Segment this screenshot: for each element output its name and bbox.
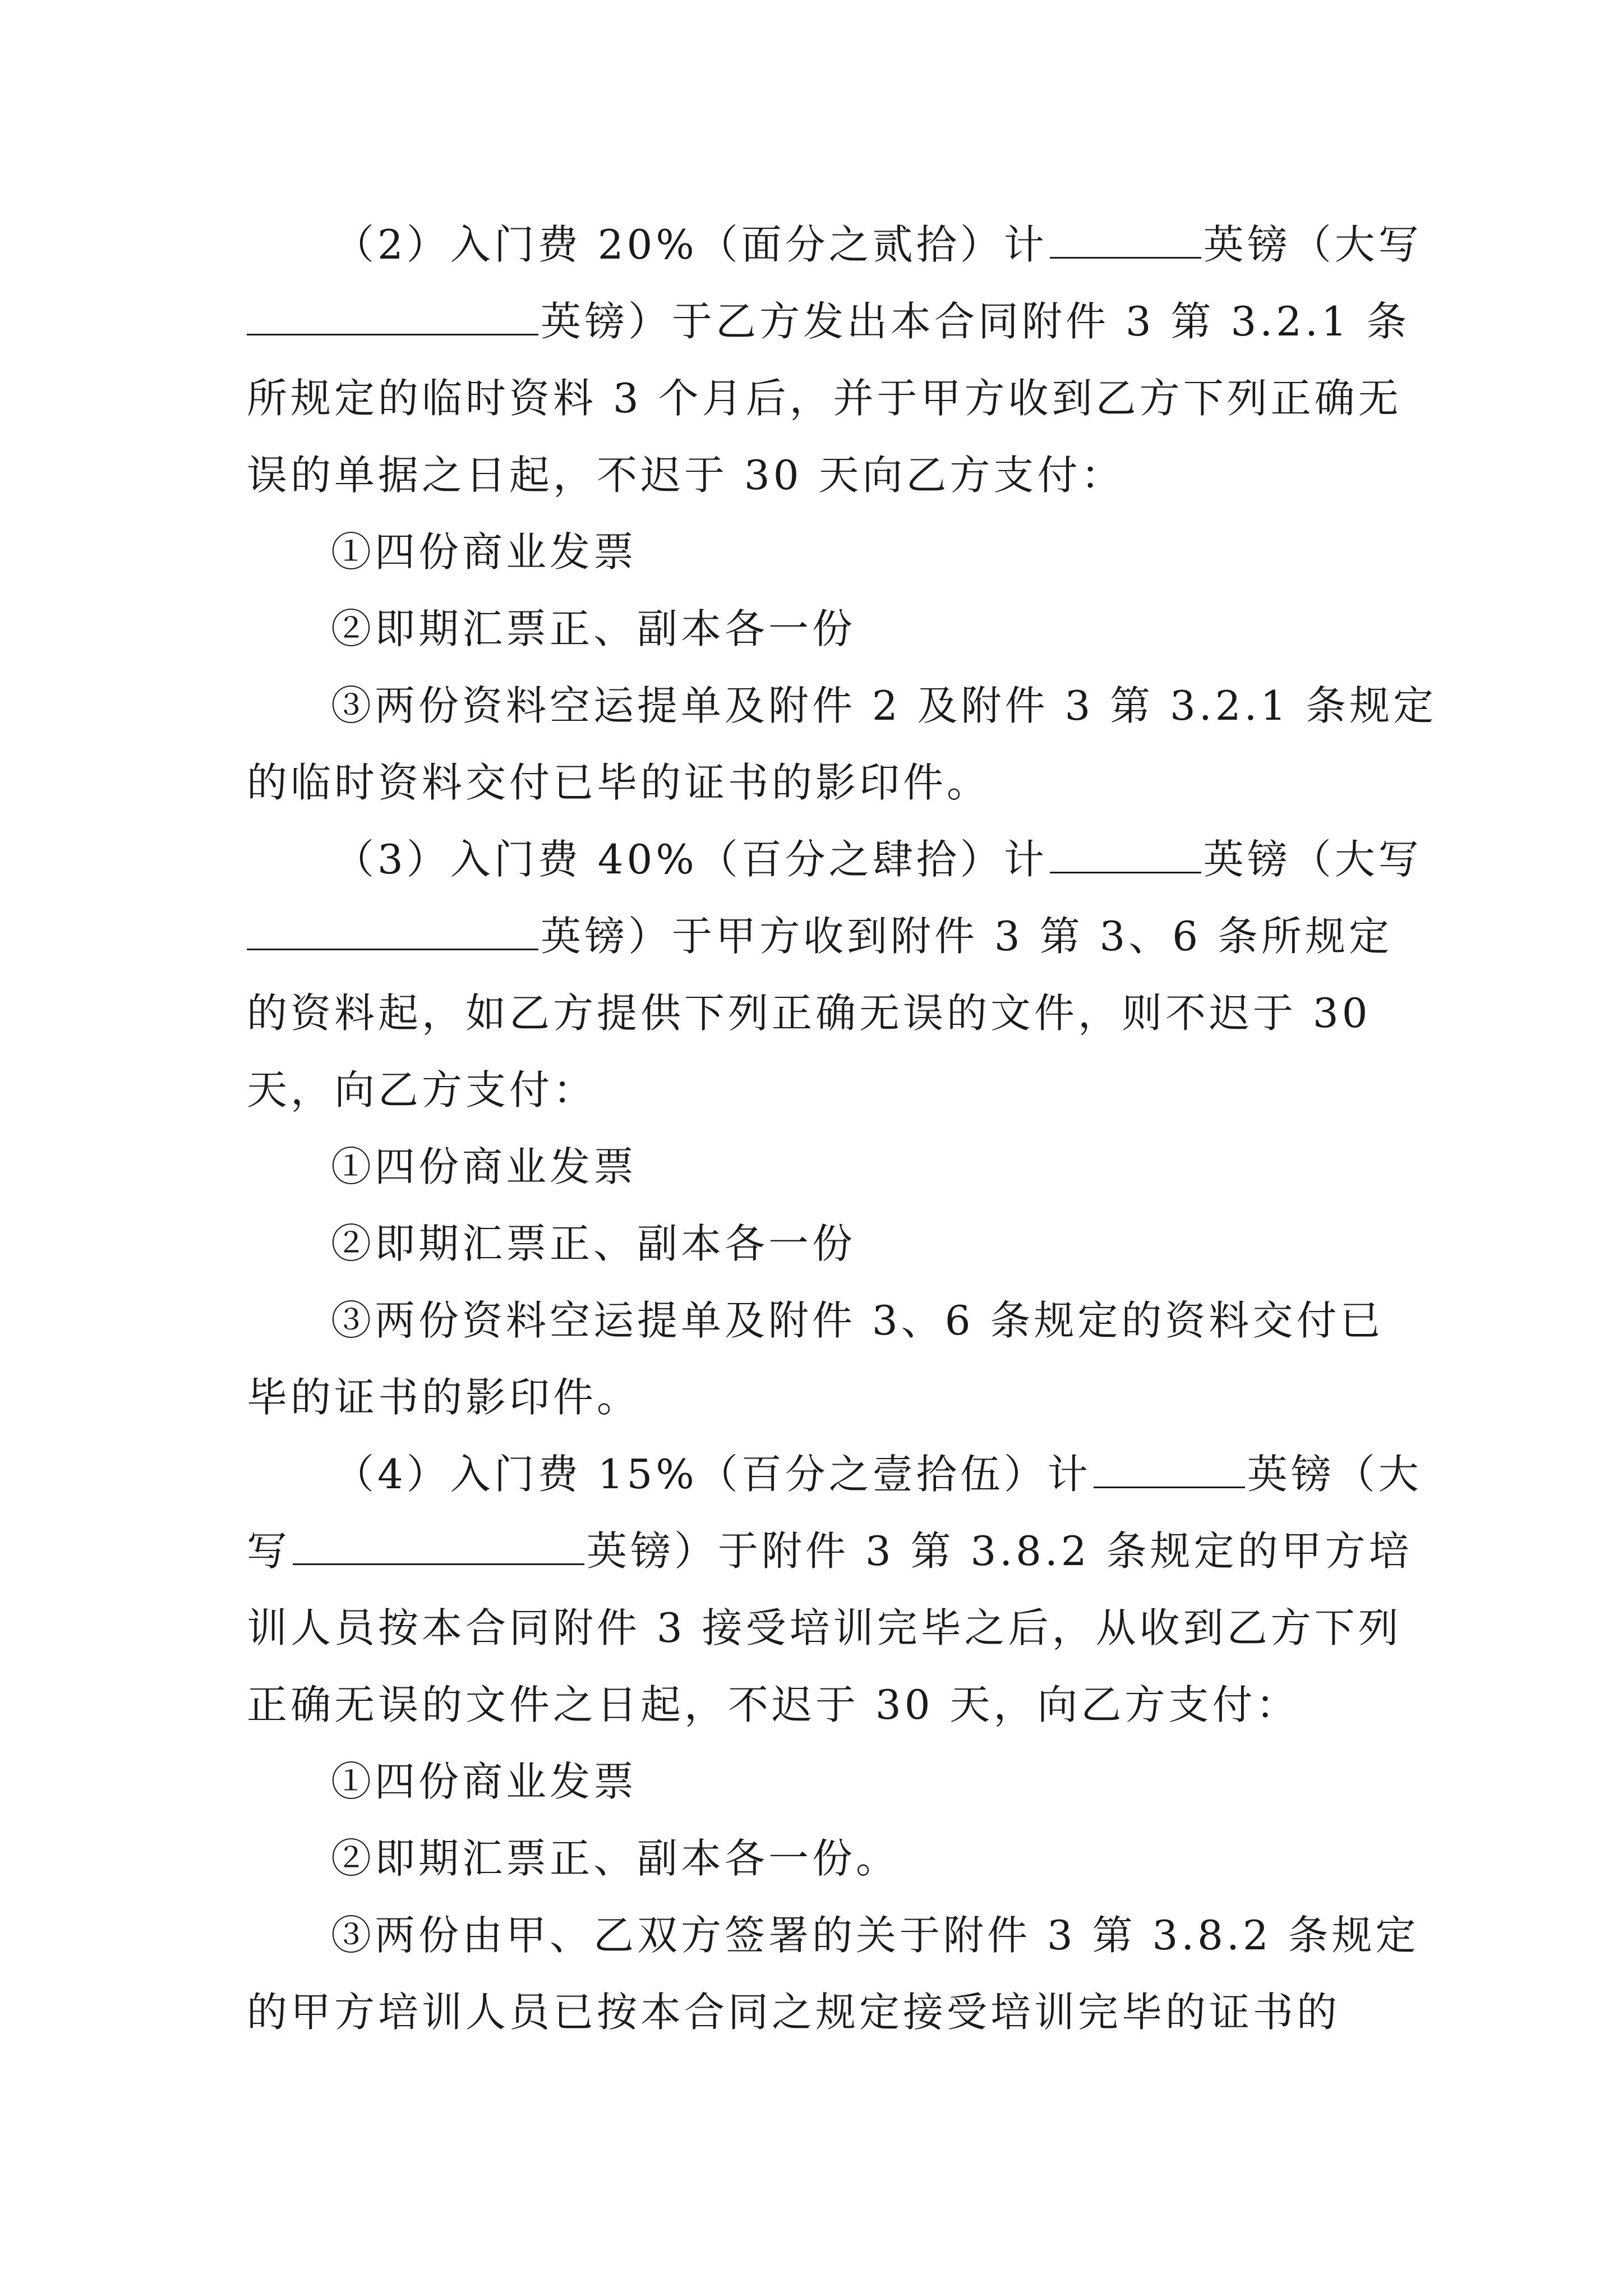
p4-text: 正确无误的文件之日起，不迟于 30 天，向乙方支付： [247, 1681, 1300, 1728]
p3-line-1 [247, 821, 1422, 898]
list-item: ③两份由甲、乙双方签署的关于附件 3 第 3.8.2 条规定 [331, 1912, 1419, 1959]
p3-text: 英镑（大写 [1203, 836, 1422, 883]
p3-item-3-cont [247, 1359, 1386, 1436]
p4-text: 写 [247, 1527, 291, 1575]
p4-text: 英镑）于附件 3 第 3.8.2 条规定的甲方培 [587, 1527, 1413, 1575]
p3-line-3 [247, 975, 1386, 1052]
list-item: ③两份资料空运提单及附件 2 及附件 3 第 3.2.1 条规定 [331, 682, 1437, 729]
list-item: ①四份商业发票 [331, 1758, 638, 1805]
p2-line-4 [247, 437, 1386, 514]
p2-line-3 [247, 360, 1402, 437]
p2-item-2 [247, 591, 1386, 668]
list-item: ②即期汇票正、副本各一份 [331, 1220, 856, 1267]
p2-line-1 [247, 206, 1422, 283]
list-item: 毕的证书的影印件。 [247, 1374, 641, 1421]
p2-text: 误的单据之日起，不迟于 30 天向乙方支付： [247, 452, 1125, 499]
p4-line-1 [247, 1436, 1422, 1513]
list-item: ①四份商业发票 [331, 528, 638, 576]
p3-text: 的资料起，如乙方提供下列正确无误的文件，则不迟于 30 [247, 990, 1371, 1037]
p4-text: 英镑（大 [1247, 1451, 1422, 1498]
p4-text: （4）入门费 15%（百分之壹拾伍）计 [334, 1451, 1091, 1498]
p3-line-4 [247, 1052, 1386, 1129]
p2-text: 英镑（大写 [1203, 221, 1422, 268]
p2-item-1 [247, 514, 1386, 591]
p3-line-2 [247, 898, 1393, 975]
p4-item-1 [247, 1743, 1386, 1820]
p3-item-2 [247, 1205, 1386, 1282]
p4-line-4 [247, 1667, 1386, 1743]
amount-blank [1050, 223, 1201, 259]
p2-item-3-cont [247, 744, 1386, 821]
amount-blank [1094, 1453, 1245, 1488]
p4-item-3-cont [247, 1974, 1386, 2051]
p4-item-2 [247, 1820, 1386, 1897]
p2-text: （2）入门费 20%（面分之贰拾）计 [334, 221, 1048, 268]
p3-text: （3）入门费 40%（百分之肆拾）计 [334, 836, 1048, 883]
list-item: ②即期汇票正、副本各一份。 [331, 1835, 900, 1882]
list-item: 的甲方培训人员已按本合同之规定接受培训完毕的证书的 [247, 1989, 1341, 2036]
amount-words-blank [247, 915, 538, 950]
p3-text: 天，向乙方支付： [247, 1066, 597, 1114]
amount-words-blank [293, 1530, 584, 1565]
p4-text: 训人员按本合同附件 3 接受培训完毕之后，从收到乙方下列 [247, 1604, 1402, 1651]
p2-item-3 [247, 668, 1437, 744]
list-item: 的临时资料交付已毕的证书的影印件。 [247, 759, 991, 806]
p3-text: 英镑）于甲方收到附件 3 第 3、6 条所规定 [541, 913, 1393, 960]
amount-words-blank [247, 300, 538, 335]
document-body [247, 206, 1437, 2051]
p3-item-3 [247, 1282, 1386, 1359]
list-item: ②即期汇票正、副本各一份 [331, 605, 856, 652]
p2-text: 所规定的临时资料 3 个月后，并于甲方收到乙方下列正确无 [247, 375, 1402, 422]
p2-line-2 [247, 283, 1410, 360]
p4-line-2 [247, 1513, 1413, 1590]
list-item: ③两份资料空运提单及附件 3、6 条规定的资料交付已 [331, 1297, 1384, 1344]
p2-text: 英镑）于乙方发出本合同附件 3 第 3.2.1 条 [541, 298, 1410, 345]
amount-blank [1050, 838, 1201, 873]
p3-item-1 [247, 1129, 1386, 1205]
list-item: ①四份商业发票 [331, 1143, 638, 1190]
p4-line-3 [247, 1590, 1402, 1667]
p4-item-3 [247, 1897, 1419, 1974]
